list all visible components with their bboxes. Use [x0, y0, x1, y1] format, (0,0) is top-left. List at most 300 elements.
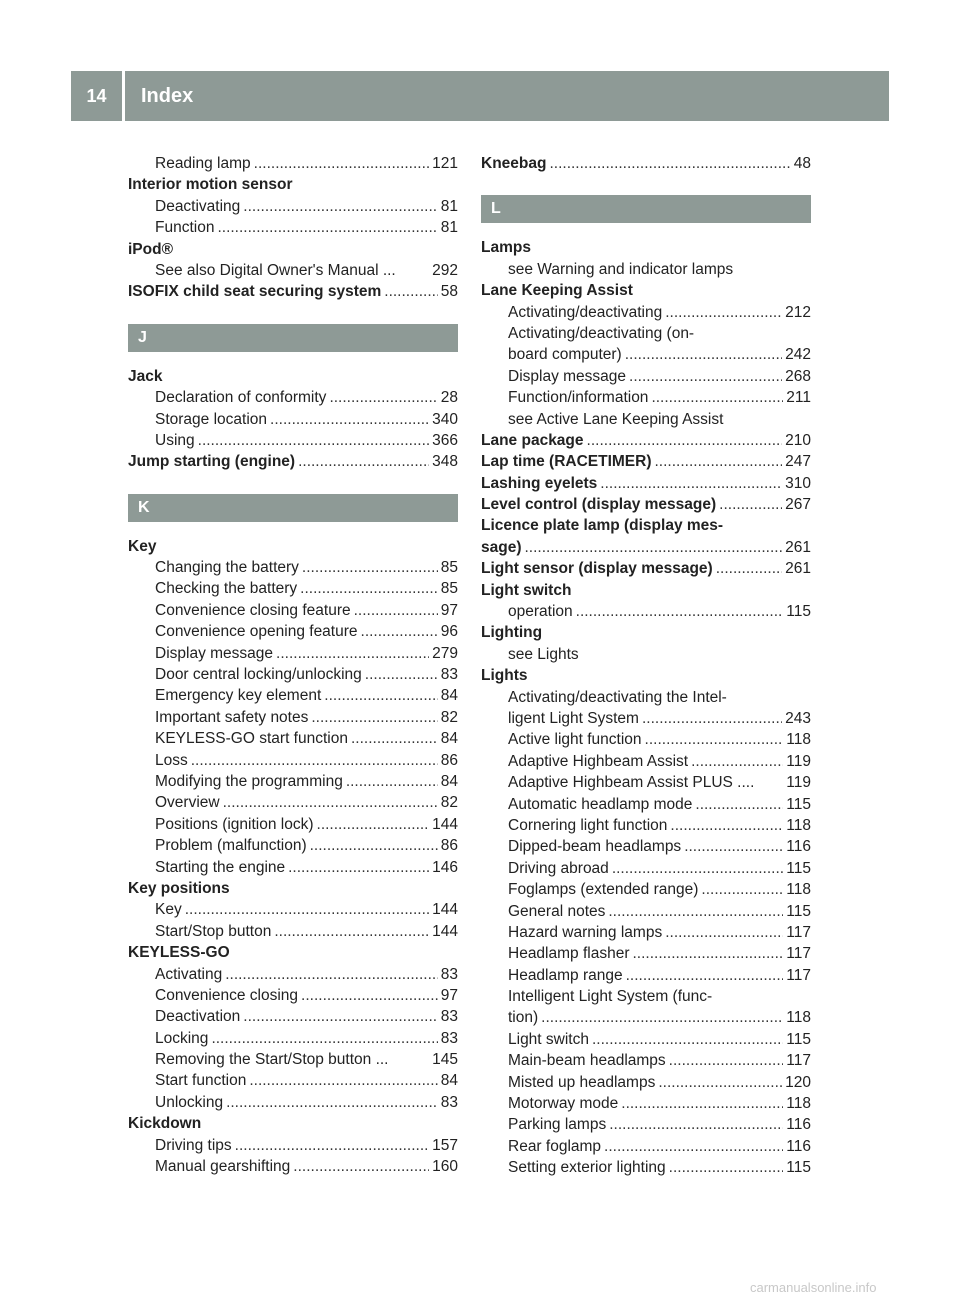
entry-label: see Warning and indicator lamps — [508, 260, 734, 278]
entry-label: see Lights — [508, 645, 579, 663]
index-entry — [128, 1092, 458, 1113]
page-reference[interactable]: 48 — [793, 155, 811, 172]
page-reference[interactable]: 212 — [785, 303, 811, 321]
page-reference[interactable]: 82 — [440, 794, 458, 812]
index-entry — [481, 366, 811, 387]
page-reference[interactable]: 85 — [440, 580, 458, 598]
leader-dots — [549, 153, 790, 174]
page-reference[interactable]: 118 — [786, 731, 811, 749]
entry-label: Loss — [155, 751, 188, 769]
leader-dots — [310, 835, 438, 856]
index-entry — [128, 857, 458, 878]
page-reference[interactable]: 268 — [785, 367, 811, 385]
leader-dots — [665, 302, 782, 323]
entry-label: Kickdown — [128, 1115, 202, 1133]
leader-dots — [525, 537, 783, 558]
entry-label: Parking lamps — [508, 1116, 607, 1134]
entry-label: ISOFIX child seat securing system — [128, 283, 382, 301]
index-entry — [128, 366, 458, 387]
entry-label: Adaptive Highbeam Assist — [508, 752, 689, 770]
page-reference[interactable]: 261 — [785, 560, 811, 578]
page-reference[interactable]: 116 — [786, 1137, 811, 1155]
leader-dots — [270, 409, 429, 430]
leader-dots — [346, 771, 438, 792]
entry-label: Main-beam headlamps — [508, 1052, 666, 1070]
page-reference[interactable]: 120 — [785, 1073, 811, 1091]
page-reference[interactable]: 242 — [785, 346, 811, 364]
index-column-right — [481, 153, 811, 1179]
page-reference[interactable]: 85 — [440, 559, 458, 577]
entry-label: Convenience closing feature — [155, 601, 351, 619]
index-entry — [481, 473, 811, 494]
index-entry — [481, 515, 811, 536]
page-reference[interactable]: 81 — [440, 197, 458, 215]
leader-dots — [198, 430, 429, 451]
entry-label: Door central locking/unlocking — [155, 666, 362, 684]
entry-label: Headlamp flasher — [508, 945, 630, 963]
entry-label: Function/information — [508, 389, 649, 407]
page-header — [71, 71, 889, 121]
page-reference[interactable]: 28 — [440, 389, 458, 407]
index-entry — [481, 1114, 811, 1135]
page-reference[interactable]: 84 — [440, 1072, 458, 1090]
index-entry — [128, 260, 458, 281]
entry-label: Start function — [155, 1072, 247, 1090]
leader-dots — [243, 196, 437, 217]
leader-dots — [300, 578, 438, 599]
entry-label: Light switch — [481, 581, 572, 599]
page-reference[interactable]: 115 — [786, 902, 811, 920]
leader-dots — [329, 387, 437, 408]
index-entry — [481, 772, 811, 793]
page-title: Index — [141, 85, 194, 107]
leader-dots — [384, 281, 437, 302]
entry-label: Checking the battery — [155, 580, 298, 598]
page-reference[interactable]: 243 — [785, 709, 811, 727]
entry-label: Hazard warning lamps — [508, 923, 663, 941]
section-letter: L — [481, 195, 811, 223]
entry-label: Setting exterior lighting — [508, 1159, 666, 1177]
leader-dots — [600, 473, 782, 494]
index-entry — [481, 1157, 811, 1178]
index-entry — [128, 1113, 458, 1134]
page-reference[interactable]: 86 — [440, 837, 458, 855]
entry-label: Lane package — [481, 431, 584, 449]
leader-dots — [629, 366, 782, 387]
page-reference[interactable]: 144 — [432, 815, 458, 833]
page-reference[interactable]: 116 — [786, 1116, 811, 1134]
entry-label: Driving abroad — [508, 859, 609, 877]
index-entry — [481, 1029, 811, 1050]
leader-dots — [576, 601, 784, 622]
index-entry — [128, 814, 458, 835]
index-entry — [481, 1093, 811, 1114]
entry-label: Unlocking — [155, 1093, 224, 1111]
entry-label: Activating/deactivating the Intel- — [508, 688, 727, 706]
page-reference[interactable]: 310 — [785, 474, 811, 492]
leader-dots — [587, 430, 783, 451]
leader-dots — [243, 1006, 437, 1027]
page-reference[interactable]: 115 — [786, 1030, 811, 1048]
entry-label: Lighting — [481, 624, 543, 642]
entry-label: Misted up headlamps — [508, 1073, 656, 1091]
index-entry — [481, 901, 811, 922]
index-entry — [128, 1006, 458, 1027]
index-entry — [128, 985, 458, 1006]
leader-dots — [609, 1114, 783, 1135]
entry-label: Activating/deactivating — [508, 303, 663, 321]
entry-label: Licence plate lamp (display mes- — [481, 517, 724, 535]
leader-dots — [185, 899, 429, 920]
entry-label: Convenience closing — [155, 986, 299, 1004]
entry-label: Headlamp range — [508, 966, 623, 984]
entry-label: Important safety notes — [155, 708, 309, 726]
page-reference[interactable]: 83 — [440, 1093, 458, 1111]
entry-label: Storage location — [155, 410, 268, 428]
page-reference[interactable]: 144 — [432, 901, 458, 919]
entry-label: KEYLESS-GO start function — [155, 730, 348, 748]
index-entry — [481, 836, 811, 857]
index-entry — [128, 771, 458, 792]
index-entry — [128, 409, 458, 430]
index-entry — [128, 1070, 458, 1091]
page-reference[interactable]: 83 — [440, 1029, 458, 1047]
index-entry — [481, 580, 811, 601]
leader-dots — [691, 751, 783, 772]
index-entry — [128, 964, 458, 985]
index-entry — [128, 239, 458, 260]
leader-dots — [719, 494, 782, 515]
leader-dots — [223, 792, 438, 813]
index-entry — [481, 302, 811, 323]
page-reference[interactable]: 292 — [432, 261, 458, 279]
entry-label: ligent Light System — [508, 709, 639, 727]
index-entry — [481, 644, 811, 665]
leader-dots — [626, 965, 784, 986]
index-entry — [128, 942, 458, 963]
leader-dots — [625, 344, 782, 365]
entry-label: Key — [155, 901, 182, 919]
page-reference[interactable]: 279 — [432, 644, 458, 662]
page-reference[interactable]: 121 — [432, 155, 458, 172]
index-entry — [128, 217, 458, 238]
leader-dots — [217, 217, 437, 238]
leader-dots — [293, 1156, 429, 1177]
entry-label: Lane Keeping Assist — [481, 282, 633, 300]
page-reference[interactable]: 84 — [440, 687, 458, 705]
index-entry — [481, 922, 811, 943]
entry-label: Driving tips — [155, 1136, 232, 1154]
page-reference[interactable]: 118 — [786, 1095, 811, 1113]
index-entry — [481, 622, 811, 643]
index-entry — [481, 1136, 811, 1157]
index-entry — [481, 1072, 811, 1093]
page-reference[interactable]: 144 — [432, 922, 458, 940]
entry-label: Automatic headlamp mode — [508, 795, 693, 813]
index-entry — [128, 643, 458, 664]
page-reference[interactable]: 118 — [786, 1009, 811, 1027]
index-entry — [128, 707, 458, 728]
entry-label: Light sensor (display message) — [481, 560, 713, 578]
entry-label: Interior motion sensor — [128, 176, 293, 194]
entry-label: Lamps — [481, 239, 531, 257]
leader-dots — [669, 1157, 784, 1178]
index-entry — [128, 750, 458, 771]
page-reference[interactable]: 340 — [432, 410, 458, 428]
index-entry — [128, 430, 458, 451]
index-entry — [128, 664, 458, 685]
leader-dots — [621, 1093, 783, 1114]
entry-label: Activating — [155, 965, 223, 983]
entry-label: Rear foglamp — [508, 1137, 602, 1155]
index-entry — [481, 387, 811, 408]
index-entry — [128, 578, 458, 599]
index-entry — [481, 943, 811, 964]
index-entry — [481, 1050, 811, 1071]
leader-dots — [311, 707, 437, 728]
entry-label: Intelligent Light System (func- — [508, 988, 713, 1006]
page-reference[interactable]: 117 — [786, 1052, 811, 1070]
index-entry — [128, 174, 458, 195]
leader-dots — [361, 621, 438, 642]
page-reference[interactable]: 366 — [432, 431, 458, 449]
index-entry — [128, 281, 458, 302]
leader-dots — [351, 728, 438, 749]
index-entry — [481, 665, 811, 686]
page-reference[interactable]: 81 — [440, 219, 458, 237]
leader-dots — [274, 921, 429, 942]
entry-label: General notes — [508, 902, 606, 920]
entry-label: Dipped-beam headlamps — [508, 838, 682, 856]
page-reference[interactable]: 267 — [785, 496, 811, 514]
index-entry — [128, 899, 458, 920]
entry-label: Convenience opening feature — [155, 623, 358, 641]
entry-label: Kneebag — [481, 155, 547, 172]
index-entry — [128, 792, 458, 813]
entry-label: Display message — [508, 367, 627, 385]
leader-dots — [669, 1050, 784, 1071]
leader-dots — [592, 1029, 783, 1050]
index-entry — [481, 409, 811, 430]
index-entry — [481, 751, 811, 772]
leader-dots — [276, 643, 429, 664]
page-reference[interactable]: 86 — [440, 751, 458, 769]
leader-dots — [632, 943, 783, 964]
index-entry — [481, 430, 811, 451]
page-reference[interactable]: 115 — [786, 1159, 811, 1177]
page-reference[interactable]: 97 — [440, 986, 458, 1004]
index-entry — [481, 558, 811, 579]
entry-label: Modifying the programming — [155, 772, 343, 790]
index-entry — [481, 153, 811, 174]
entry-label: operation — [508, 603, 573, 621]
page-reference[interactable]: 83 — [440, 666, 458, 684]
page-reference[interactable]: 117 — [786, 923, 811, 941]
entry-label: tion) — [508, 1009, 539, 1027]
entry-label: iPod® — [128, 240, 174, 258]
leader-dots — [645, 729, 784, 750]
page-reference[interactable]: 115 — [786, 603, 811, 621]
leader-dots — [658, 1072, 782, 1093]
leader-dots — [655, 451, 783, 472]
leader-dots — [254, 153, 429, 174]
section-letter: K — [128, 494, 458, 522]
index-entry — [128, 878, 458, 899]
page-reference[interactable]: 115 — [786, 859, 811, 877]
entry-label: Using — [155, 431, 195, 449]
entry-label: Key — [128, 537, 157, 555]
page-reference[interactable]: 118 — [786, 816, 811, 834]
page-reference[interactable]: 247 — [785, 453, 811, 471]
entry-label: Lashing eyelets — [481, 474, 598, 492]
index-entry — [128, 600, 458, 621]
page-reference[interactable]: 261 — [785, 538, 811, 556]
leader-dots — [701, 879, 783, 900]
index-entry — [128, 1135, 458, 1156]
page-reference[interactable]: 118 — [786, 881, 811, 899]
index-entry — [481, 1007, 811, 1028]
entry-label: Cornering light function — [508, 816, 668, 834]
page-reference[interactable]: 157 — [432, 1136, 458, 1154]
entry-label: Emergency key element — [155, 687, 322, 705]
entry-label: Key positions — [128, 879, 230, 897]
entry-label: Level control (display message) — [481, 496, 717, 514]
index-entry — [481, 729, 811, 750]
entry-label: Removing the Start/Stop button ... — [155, 1051, 389, 1069]
leader-dots — [354, 600, 438, 621]
leader-dots — [541, 1007, 783, 1028]
watermark: carmanualsonline.info — [750, 1280, 877, 1295]
entry-label: see Active Lane Keeping Assist — [508, 410, 724, 428]
index-entry — [481, 237, 811, 258]
page-reference[interactable]: 96 — [440, 623, 458, 641]
leader-dots — [670, 815, 783, 836]
entry-label: Adaptive Highbeam Assist PLUS .... — [508, 774, 755, 792]
index-entry — [481, 965, 811, 986]
page-reference[interactable]: 210 — [785, 431, 811, 449]
entry-label: Declaration of conformity — [155, 389, 327, 407]
entry-label: Problem (malfunction) — [155, 837, 307, 855]
leader-dots — [226, 1092, 438, 1113]
index-entry — [128, 1156, 458, 1177]
leader-dots — [716, 558, 782, 579]
index-entry — [481, 858, 811, 879]
leader-dots — [684, 836, 783, 857]
entry-label: Active light function — [508, 731, 642, 749]
page-reference[interactable]: 160 — [432, 1158, 458, 1176]
index-entry — [128, 451, 458, 472]
entry-label: Display message — [155, 644, 274, 662]
index-entry — [128, 1028, 458, 1049]
leader-dots — [225, 964, 438, 985]
page-reference[interactable]: 117 — [786, 966, 811, 984]
entry-label: Changing the battery — [155, 559, 299, 577]
entry-label: sage) — [481, 538, 522, 556]
entry-label: Deactivation — [155, 1008, 241, 1026]
index-entry — [128, 387, 458, 408]
index-entry — [128, 196, 458, 217]
leader-dots — [695, 794, 783, 815]
index-entry — [481, 280, 811, 301]
page-reference[interactable]: 82 — [440, 708, 458, 726]
index-entry — [481, 708, 811, 729]
page-reference[interactable]: 116 — [786, 838, 811, 856]
entry-label: Lap time (RACETIMER) — [481, 453, 652, 471]
entry-label: Lights — [481, 667, 528, 685]
index-entry — [481, 494, 811, 515]
index-entry — [481, 259, 811, 280]
leader-dots — [642, 708, 782, 729]
entry-label: Reading lamp — [155, 155, 251, 172]
index-entry — [481, 687, 811, 708]
entry-label: Overview — [155, 794, 220, 812]
page-reference[interactable]: 145 — [432, 1051, 458, 1069]
page-reference[interactable]: 97 — [440, 601, 458, 619]
page-reference[interactable]: 84 — [440, 772, 458, 790]
leader-dots — [298, 451, 429, 472]
page-reference[interactable]: 146 — [432, 858, 458, 876]
entry-label: Light switch — [508, 1030, 589, 1048]
entry-label: Manual gearshifting — [155, 1158, 291, 1176]
page-reference[interactable]: 83 — [440, 1008, 458, 1026]
leader-dots — [317, 814, 430, 835]
index-entry — [128, 685, 458, 706]
entry-label: Motorway mode — [508, 1095, 619, 1113]
leader-dots — [608, 901, 783, 922]
page-reference[interactable]: 119 — [786, 752, 811, 770]
leader-dots — [288, 857, 429, 878]
leader-dots — [665, 922, 783, 943]
index-entry — [481, 601, 811, 622]
index-entry — [128, 621, 458, 642]
index-entry — [481, 986, 811, 1007]
index-entry — [481, 815, 811, 836]
entry-label: Foglamps (extended range) — [508, 881, 699, 899]
entry-label: Activating/deactivating (on- — [508, 324, 695, 342]
leader-dots — [191, 750, 438, 771]
page-reference[interactable]: 115 — [786, 795, 811, 813]
index-entry — [128, 557, 458, 578]
index-column-left — [128, 153, 458, 1177]
entry-label: Jump starting (engine) — [128, 453, 296, 471]
index-entry — [128, 921, 458, 942]
leader-dots — [211, 1028, 437, 1049]
page-reference[interactable]: 84 — [440, 730, 458, 748]
entry-label: See also Digital Owner's Manual ... — [155, 261, 396, 279]
entry-label: KEYLESS-GO — [128, 944, 230, 962]
leader-dots — [249, 1070, 437, 1091]
page-reference[interactable]: 117 — [786, 945, 811, 963]
index-entry — [128, 835, 458, 856]
entry-label: Starting the engine — [155, 858, 286, 876]
page-reference[interactable]: 119 — [786, 774, 811, 792]
leader-dots — [301, 985, 438, 1006]
page-reference[interactable]: 58 — [440, 283, 458, 301]
leader-dots — [235, 1135, 429, 1156]
leader-dots — [324, 685, 437, 706]
index-entry — [128, 536, 458, 557]
section-letter: J — [128, 324, 458, 352]
leader-dots — [365, 664, 438, 685]
entry-label: Jack — [128, 367, 163, 385]
page-reference[interactable]: 83 — [440, 965, 458, 983]
entry-label: Locking — [155, 1029, 209, 1047]
index-entry — [481, 879, 811, 900]
page-reference[interactable]: 348 — [432, 453, 458, 471]
page-reference[interactable]: 211 — [786, 389, 811, 407]
index-entry — [481, 344, 811, 365]
index-entry — [481, 451, 811, 472]
